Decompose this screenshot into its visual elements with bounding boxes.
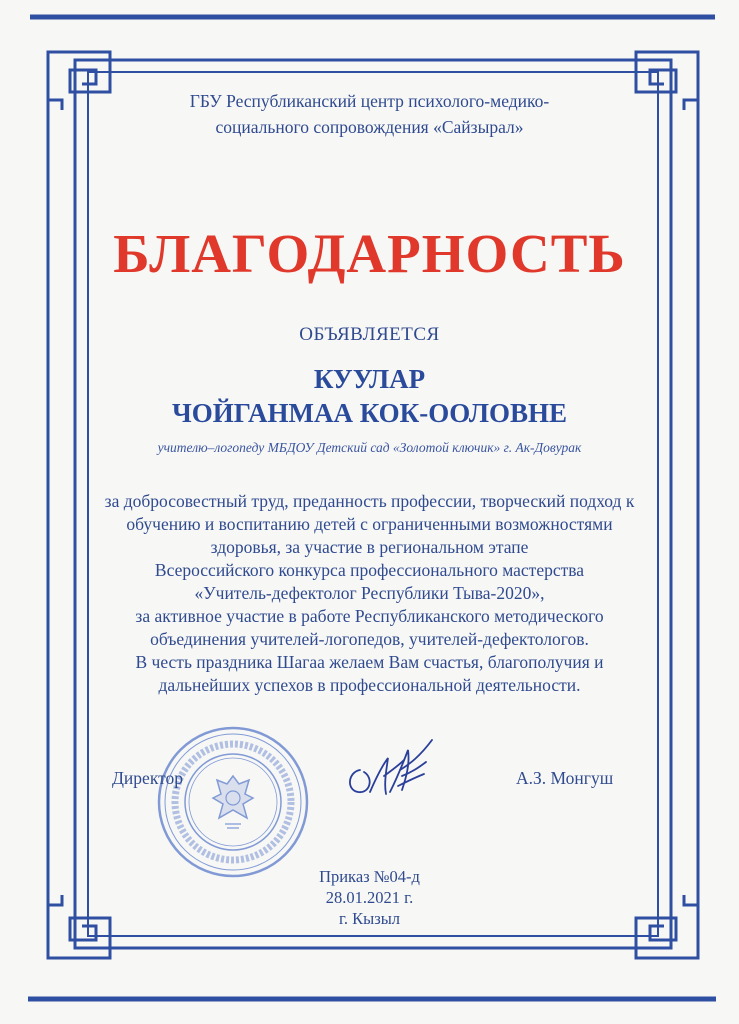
citation-line: дальнейших успехов в профессиональной деятельности. — [158, 675, 581, 695]
citation-line: здоровья, за участие в региональном этапе — [210, 537, 529, 557]
certificate-title: БЛАГОДАРНОСТЬ — [113, 223, 626, 284]
recipient-position: учителю–логопеду МБДОУ Детский сад «Золотой ключик» г. Ак-Довурак — [157, 440, 582, 455]
organization-name — [0, 88, 739, 140]
citation-line: В честь праздника Шагаа желаем Вам счастья, благополучия и — [135, 652, 604, 672]
citation-line: «Учитель-дефектолог Республики Тыва-2020», — [194, 583, 545, 603]
recipient-given-names: ЧОЙГАНМАА КОК-ООЛОВНЕ — [171, 398, 568, 428]
official-seal — [155, 724, 311, 880]
order-number: Приказ №04-д — [319, 867, 420, 886]
order-info — [0, 866, 739, 929]
order-city: г. Кызыл — [338, 909, 401, 928]
signatory-role: Директор — [112, 768, 184, 788]
signature-mark — [340, 720, 440, 810]
citation-text — [0, 490, 739, 697]
citation-line: за активное участие в работе Республиканского методического — [135, 606, 604, 626]
citation-line: объединения учителей-логопедов, учителей-дефектологов. — [150, 629, 589, 649]
citation-line: обучению и воспитанию детей с ограниченными возможностями — [126, 514, 613, 534]
order-date: 28.01.2021 г. — [325, 888, 414, 907]
citation-line: за добросовестный труд, преданность профессии, творческий подход к — [104, 491, 635, 511]
organization-line-2: социального сопровождения «Сайзырал» — [215, 117, 524, 137]
recipient-surname: КУУЛАР — [313, 364, 426, 394]
citation-line: Всероссийского конкурса профессионального мастерства — [154, 560, 585, 580]
announce-text: ОБЪЯВЛЯЕТСЯ — [299, 324, 440, 345]
organization-line-1: ГБУ Республиканский центр психолого-медико- — [189, 91, 550, 111]
signatory-name: А.З. Монгуш — [516, 768, 614, 788]
